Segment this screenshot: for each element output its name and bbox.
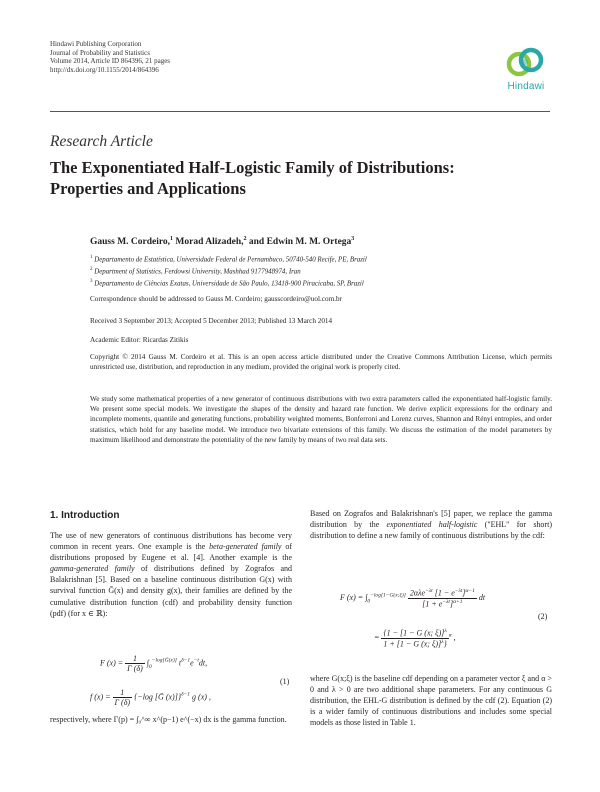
header-rule	[50, 111, 550, 112]
affiliation	[90, 253, 367, 265]
author-name: and Edwin M. M. Ortega	[248, 237, 352, 248]
author-list	[90, 236, 354, 247]
equation-number: (1)	[280, 677, 290, 686]
text-run: The use of new generators of continuous distributions has become very common in recent years. One example is the	[50, 531, 292, 552]
author-sup: 3	[351, 236, 355, 242]
right-column-paragraph	[310, 508, 552, 541]
text-run: Based on Zografos and Balakrishnan's [5] paper, we replace the gamma distribution by the	[310, 509, 552, 530]
author-sup: 2	[243, 236, 247, 242]
title-line-2: Properties and Applications	[50, 179, 246, 198]
copyright: Copyright © 2014 Gauss M. Cordeiro et al. This is an open access article distributed under the Creative Commons Attribution License, which permits unrestricted use, distribution, and reproduction in any medium, provided the original work is properly cited.	[90, 353, 552, 372]
equation-2a: F $(x) = \int_0^{-log[1-G(x;\xi)]}$ $\frac{2\alpha\lambda e^{-\lambda t} [1 - e^{-\lambda t}]^{\alpha-1}}{[1 + e^{-\lambda t}]^{\alpha+1}}$ dt	[340, 588, 486, 609]
logo-text: Hindawi	[507, 81, 545, 92]
left-column-paragraph	[50, 530, 292, 619]
author-sup: 1	[170, 236, 174, 242]
text-run: ("EHL" for short) distribution to define a new family of continuous distributions by the cdf:	[310, 520, 552, 541]
equation-1a: F (x) = $\frac{1}{\Gamma (\delta)}$ $\int_0^{-log[Ḡ(x)]}$ $t^{\delta-1}e^{-t}dt$,	[100, 654, 208, 673]
text-run: of distributions proposed by Eugene et al. [4]. Another example is the	[50, 542, 293, 563]
correspondence: Correspondence should be addressed to Gauss M. Cordeiro; gausscordeiro@uol.com.br	[90, 295, 342, 303]
section-heading: 1. Introduction	[50, 510, 120, 521]
journal-name: Journal of Probability and Statistics	[50, 48, 150, 57]
right-column-paragraph-2: where G(x;ξ) is the baseline cdf depending on a parameter vector ξ and α > 0 and λ > 0 are two additional shape parameters. For any continuous G distribution, the EHL-G distribution is defined by the cdf (2). Equation (2) is a wider family of continuous distributions and includes some special models as those listed in Table 1.	[310, 674, 552, 728]
doi-link[interactable]: http://dx.doi.org/10.1155/2014/864396	[50, 65, 159, 74]
affiliation-text: Departamento de Estatística, Universidade Federal de Pernambuco, 50740-540 Recife, PE, Brazil	[94, 256, 367, 264]
author-name: Morad Alizadeh,	[175, 237, 244, 248]
abstract: We study some mathematical properties of a new generator of continuous distributions with two extra parameters called the exponentiated half-logistic family. We present some special models. We investigate the shapes of the density and hazard rate function. We derive explicit expressions for the ordinary and incomplete moments, quantile and generating functions, probability weighted moments, Bonferroni and Lorenz curves, Shannon and Rényi entropies, and order statistics, which hold for any baseline model. We introduce two bivariate extensions of this family. We discuss the estimation of the model parameters by maximum likelihood and demonstrate the potentiality of the new family by means of two real data sets.	[90, 395, 552, 444]
hindawi-logo	[496, 44, 556, 92]
equation-1b: f (x) = $\frac{1}{\Gamma (\delta)}$ {−log [Ḡ (x)]}$^{\delta-1}$ g (x) ,	[90, 688, 211, 707]
affiliation	[90, 277, 364, 289]
text-run: of distributions defined by Zografos and Balakrishnan [5]. Based on a baseline continuous distribution G(x) with survival function Ḡ(x) and density g(x), their families are defined by the cumulative distribution function (cdf) and probability density function (pdf) (for x ∈ ℝ):	[50, 564, 292, 618]
affiliation-sup: 2	[90, 267, 93, 272]
affiliation-text: Department of Statistics, Ferdowsi University, Mashhad 9177948974, Iran	[94, 268, 301, 276]
affiliation-text: Departamento de Ciências Exatas, Universidade de São Paulo, 13418-900 Piracicaba, SP, Brazil	[94, 280, 364, 288]
affiliation	[90, 265, 301, 277]
left-column-after-eq: respectively, where Γ(p) = ∫₀^∞ x^(p−1) e^(−x) dx is the gamma function.	[50, 715, 287, 724]
affiliation-sup: 1	[90, 255, 93, 260]
journal-header	[50, 40, 170, 74]
publisher: Hindawi Publishing Corporation	[50, 40, 142, 48]
emphasis: gamma-generated family	[50, 564, 135, 574]
academic-editor: Academic Editor: Ricardas Zitikis	[90, 336, 189, 344]
emphasis: beta-generated family	[209, 542, 282, 552]
article-type: Research Article	[50, 133, 153, 150]
dates: Received 3 September 2013; Accepted 5 December 2013; Published 13 March 2014	[90, 317, 333, 325]
equation-2b: = $\frac{\{1 - [1 - G (x; \xi)]^\lambda}{1 + [1 - G (x; \xi)]^\lambda\}}$ $^\alpha$ ,	[374, 628, 456, 649]
affiliation-sup: 3	[90, 279, 93, 284]
article-title	[50, 157, 550, 199]
title-line-1: The Exponentiated Half-Logistic Family of Distributions:	[50, 158, 455, 177]
author-name: Gauss M. Cordeiro,	[90, 237, 171, 248]
hindawi-logo-icon	[504, 44, 548, 80]
equation-number: (2)	[538, 612, 548, 621]
volume-info: Volume 2014, Article ID 864396, 21 pages	[50, 57, 171, 66]
emphasis: exponentiated half-logistic	[386, 520, 478, 530]
